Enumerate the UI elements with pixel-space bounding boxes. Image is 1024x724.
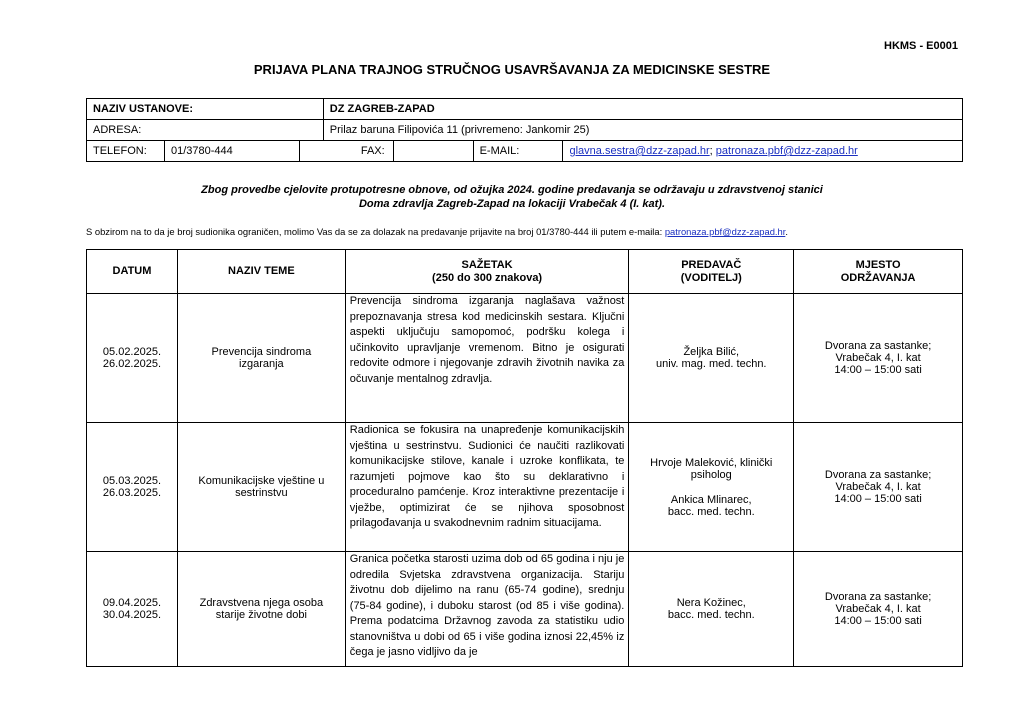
address-label: ADRESA: <box>87 120 324 141</box>
registration-note <box>86 226 788 237</box>
header-summary-title: SAŽETAK <box>461 258 513 271</box>
row-lecturer-line-4: bacc. med. techn. <box>667 505 755 518</box>
header-place-title: MJESTO <box>855 258 901 271</box>
row-date-1: 09.04.2025. <box>102 597 162 609</box>
row-date-1: 05.02.2025. <box>102 346 162 358</box>
row-place <box>794 294 963 423</box>
row-lecturer <box>629 552 794 667</box>
row-date-2: 26.02.2025. <box>102 358 162 370</box>
row-lecturer <box>629 294 794 423</box>
header-lecturer <box>629 250 794 294</box>
header-topic: NAZIV TEME <box>177 250 345 294</box>
row-lecturer-spacer <box>633 481 789 494</box>
row-place-line-3: 14:00 – 15:00 sati <box>834 364 922 376</box>
phone-value: 01/3780-444 <box>164 141 299 162</box>
table-row <box>87 552 963 667</box>
institution-name-label: NAZIV USTANOVE: <box>87 99 324 120</box>
row-lecturer <box>629 423 794 552</box>
email-separator: ; <box>709 145 713 157</box>
row-place-line-3: 14:00 – 15:00 sati <box>834 615 922 627</box>
address-row <box>87 120 963 141</box>
fax-label: FAX: <box>299 141 393 162</box>
header-lecturer-title: PREDAVAČ <box>681 258 742 271</box>
header-lecturer-sub: (VODITELJ) <box>680 271 742 284</box>
row-place-line-3: 14:00 – 15:00 sati <box>834 493 922 505</box>
institution-table <box>86 98 963 162</box>
relocation-notice <box>0 183 1024 211</box>
institution-name-value: DZ ZAGREB-ZAPAD <box>323 99 962 120</box>
row-date-1: 05.03.2025. <box>102 475 162 487</box>
email-label: E-MAIL: <box>473 141 563 162</box>
row-lecturer-line-2: bacc. med. techn. <box>667 609 755 621</box>
row-date <box>87 294 178 423</box>
row-summary-text: Granica početka starosti uzima dob od 65 godina i nju je odredila Svjetska zdravstvena organizacija. Stariju životnu dob dijelimo na ranu (65-74 godine), srednju (75-84 godine), i duboku starost (od 85 i više godina). Prema podatcima Državnog zavoda za statistiku udio stanovništva u dobi od 65 i više godina iznosi 22,45% iz čega je jasno vidljivo da je <box>349 553 625 658</box>
header-date: DATUM <box>87 250 178 294</box>
row-summary <box>345 552 629 667</box>
registration-text: S obzirom na to da je broj sudionika ograničen, molimo Vas da se za dolazak na predavanje prijavite na broj 01/3780-444 ili putem e-maila: <box>86 226 663 237</box>
address-value: Prilaz baruna Filipovića 11 (privremeno: Jankomir 25) <box>323 120 962 141</box>
row-lecturer-line-1: Nera Kožinec, <box>676 597 746 609</box>
row-place-line-1: Dvorana za sastanke; <box>824 340 932 352</box>
registration-email-link[interactable]: patronaza.pbf@dzz-zapad.hr <box>664 226 786 237</box>
header-place-sub: ODRŽAVANJA <box>840 271 916 284</box>
header-summary <box>345 250 629 294</box>
table-row <box>87 423 963 552</box>
document-code: HKMS - E0001 <box>884 40 958 52</box>
row-place-line-2: Vrabečak 4, I. kat <box>835 603 921 615</box>
institution-name-row <box>87 99 963 120</box>
page-title: PRIJAVA PLANA TRAJNOG STRUČNOG USAVRŠAVANJA ZA MEDICINSKE SESTRE <box>253 62 771 77</box>
row-summary: Prevencija sindroma izgaranja naglašava važnost prepoznavanja stresa kod medicinskih sestara. Ključni aspekti uključuju samopomoć, podršku kolega i učinkovito upravljanje vremenom. Bitno je osigurati redovite odmore i njegovanje zdravih životnih navika za očuvanje mentalnog zdravlja. <box>345 294 629 423</box>
row-date-2: 26.03.2025. <box>102 487 162 499</box>
row-place <box>794 423 963 552</box>
row-date-2: 30.04.2025. <box>102 609 162 621</box>
row-date <box>87 552 178 667</box>
row-place-line-1: Dvorana za sastanke; <box>824 469 932 481</box>
email-link-glavna-sestra[interactable]: glavna.sestra@dzz-zapad.hr <box>569 145 710 157</box>
row-date <box>87 423 178 552</box>
row-lecturer-line-1: Hrvoje Maleković, klinički psiholog <box>650 456 773 481</box>
row-topic: Prevencija sindroma izgaranja <box>177 294 345 423</box>
row-summary: Radionica se fokusira na unapređenje komunikacijskih vještina u sestrinstvu. Sudionici će naučiti razlikovati komunikacijske stilove, kanale i uzroke konflikata, te razumjeti pojmove kao što su deklarativno i proceduralno pamćenje. Kroz interaktivne prezentacije i vježbe, optimizirat će se njihova sposobnost prilagođavanja u svakodnevnim radnim situacijama. <box>345 423 629 552</box>
notice-line-2: Doma zdravlja Zagreb-Zapad na lokaciji Vrabečak 4 (I. kat). <box>358 198 666 210</box>
row-place-line-1: Dvorana za sastanke; <box>824 591 932 603</box>
lecture-schedule-table <box>86 249 963 667</box>
email-value <box>563 141 963 162</box>
row-place <box>794 552 963 667</box>
row-lecturer-line-1: Željka Bilić, <box>683 346 740 358</box>
table-row <box>87 294 963 423</box>
row-topic: Zdravstvena njega osoba starije životne dobi <box>177 552 345 667</box>
row-topic: Komunikacijske vještine u sestrinstvu <box>177 423 345 552</box>
fax-value <box>393 141 473 162</box>
email-link-patronaza[interactable]: patronaza.pbf@dzz-zapad.hr <box>715 145 858 157</box>
phone-label: TELEFON: <box>87 141 165 162</box>
notice-line-1: Zbog provedbe cjelovite protupotresne obnove, od ožujka 2024. godine predavanja se održavaju u zdravstvenoj stanici <box>201 184 823 196</box>
header-place <box>794 250 963 294</box>
row-place-line-2: Vrabečak 4, I. kat <box>835 352 921 364</box>
contact-row <box>87 141 963 162</box>
row-lecturer-line-3: Ankica Mlinarec, <box>670 493 752 506</box>
row-lecturer-line-2: univ. mag. med. techn. <box>656 358 767 370</box>
row-place-line-2: Vrabečak 4, I. kat <box>835 481 921 493</box>
table-header-row <box>87 250 963 294</box>
registration-end: . <box>785 226 788 237</box>
header-summary-sub: (250 do 300 znakova) <box>432 271 543 284</box>
